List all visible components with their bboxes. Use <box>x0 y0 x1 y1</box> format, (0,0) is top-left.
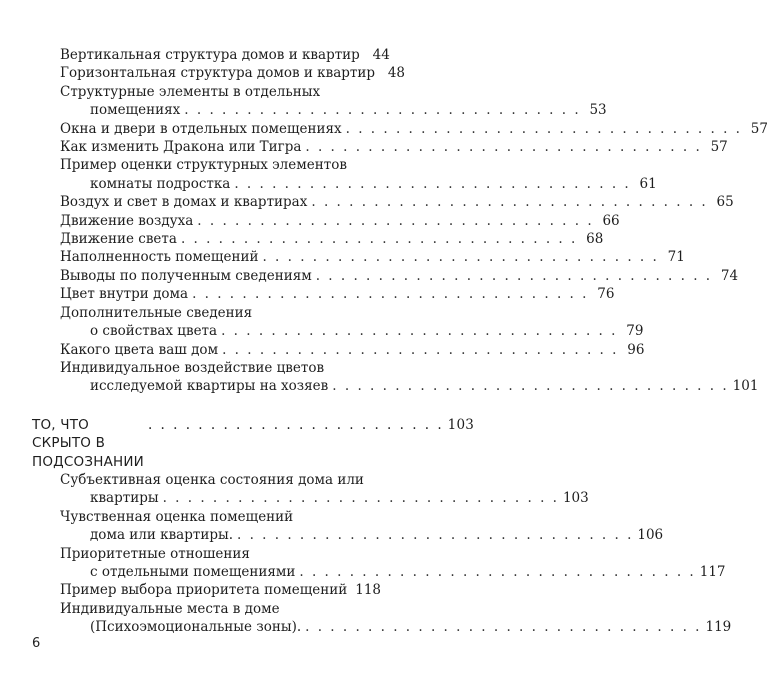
toc-page-number: 44 <box>372 47 390 63</box>
toc-page-number: 118 <box>355 582 382 599</box>
toc-entry <box>32 193 734 211</box>
toc-entry-line: Приоритетные отношения <box>60 545 250 562</box>
toc-entry <box>32 83 607 120</box>
dot-leader: . . . . . . . . . . . . . . . . . . . . . . . . . . . . . . . . <box>221 323 618 340</box>
toc-entry <box>32 46 390 64</box>
dot-leader: . . . . . . . . . . . . . . . . . . . . . . . . . . . . . . . . <box>262 249 659 266</box>
toc-page-number: 71 <box>667 249 685 266</box>
toc-entry <box>32 508 664 545</box>
toc-entry-line: Индивидуальные места в доме <box>60 600 280 617</box>
toc-entry-line: исследуемой квартиры на хозяев <box>90 378 329 395</box>
dot-leader: . . . . . . . . . . . . . . . . . . . . . . . . . . . . . . . . <box>305 139 702 156</box>
toc-entry-line: квартиры <box>90 490 159 507</box>
dot-leader: . . . . . . . . . . . . . . . . . . . . . . . . . . . . . . . . <box>237 527 634 544</box>
dot-leader: . . . . . . . . . . . . . . . . . . . . . . . . . . . . . . . . <box>299 563 696 580</box>
toc-page-number: 101 <box>732 378 759 395</box>
toc-entry <box>32 267 739 285</box>
dot-leader: . . . . . . . . . . . . . . . . . . . . . . . . . . . . . . . . <box>311 194 708 211</box>
toc-entry <box>32 212 620 230</box>
toc-entry-line: (Психоэмоциональные зоны). <box>90 619 302 636</box>
toc-entry-line: Индивидуальное воздействие цветов <box>60 359 325 376</box>
toc-entry-line: Пример оценки структурных элементов <box>60 157 347 174</box>
toc-entry-line: Чувственная оценка помещений <box>60 508 294 525</box>
toc-entry <box>32 581 382 599</box>
dot-leader: . . . . . . . . . . . . . . . . . . . . . . . . . . . . . . . . <box>222 341 619 358</box>
toc-entry-line: с отдельными помещениями <box>90 563 296 580</box>
toc-page-number: 103 <box>562 490 589 507</box>
toc-entry <box>32 138 728 156</box>
toc-entry-line: Пример выбора приоритета помещений <box>60 582 348 599</box>
toc-entry-line: Окна и двери в отдельных помещениях <box>60 120 342 137</box>
toc-entry <box>32 341 645 359</box>
dot-leader: . . . . . . . . . . . . . . . . . . . . . . . . . . . . . . . . <box>184 102 581 119</box>
toc-entry-line: комнаты подростка <box>90 175 231 192</box>
table-of-contents <box>32 46 768 637</box>
dot-leader: . . . . . . . . . . . . . . . . . . . . . . . . <box>147 416 444 433</box>
toc-entry-line: Воздух и свет в домах и квартирах <box>60 194 308 211</box>
toc-page-number: 119 <box>705 619 732 636</box>
dot-leader: . . . . . . . . . . . . . . . . . . . . . . . . . . . . . . . . <box>234 175 631 192</box>
section-title: ТО, ЧТО СКРЫТО В ПОДСОЗНАНИИ <box>32 416 144 470</box>
toc-entry-line: дома или квартиры. <box>90 527 234 544</box>
toc-page-number: 68 <box>586 231 604 248</box>
toc-entry-line: Цвет внутри дома <box>60 286 189 303</box>
toc-page-number: 65 <box>716 194 734 211</box>
toc-entry-line: Какого цвета ваш дом <box>60 341 219 358</box>
dot-leader: . . . . . . . . . . . . . . . . . . . . . . . . . . . . . . . . <box>305 619 702 636</box>
toc-entry <box>32 230 604 248</box>
toc-entry <box>32 64 406 82</box>
toc-entry <box>32 156 657 193</box>
page-folio: 6 <box>32 636 41 651</box>
toc-entry <box>32 248 685 266</box>
toc-entry <box>32 545 726 582</box>
toc-page-number: 66 <box>602 212 620 229</box>
toc-entry <box>32 120 768 138</box>
dot-leader: . . . . . . . . . . . . . . . . . . . . . . . . . . . . . . . . <box>332 378 729 395</box>
toc-page-number: 48 <box>387 65 406 82</box>
toc-page-number: 117 <box>699 563 726 580</box>
toc-entry-line: Вертикальная структура домов и квартир <box>60 47 360 63</box>
toc-group-structure <box>32 46 768 396</box>
dot-leader: . . . . . . . . . . . . . . . . . . . . . . . . . . . . . . . . <box>162 490 559 507</box>
dot-leader: . . . . . . . . . . . . . . . . . . . . . . . . . . . . . . . . <box>192 286 589 303</box>
toc-section-heading <box>32 416 475 471</box>
toc-entry-line: Движение воздуха <box>60 212 194 229</box>
toc-entry <box>32 471 589 508</box>
toc-entry-line: Горизонтальная структура домов и квартир <box>60 65 376 82</box>
toc-entry-line: Движение света <box>60 231 177 248</box>
toc-entry-line: Наполненность помещений <box>60 249 259 266</box>
toc-entry <box>32 304 644 341</box>
dot-leader: . . . . . . . . . . . . . . . . . . . . . . . . . . . . . . . . <box>345 120 742 137</box>
dot-leader: . . . . . . . . . . . . . . . . . . . . . . . . . . . . . . . . <box>315 267 713 284</box>
toc-page-number: 76 <box>597 286 615 303</box>
toc-entry-line: Выводы по полученным сведениям <box>60 267 312 284</box>
toc-page-number: 106 <box>637 527 664 544</box>
toc-page-number: 53 <box>589 102 607 119</box>
toc-entry <box>32 359 759 396</box>
toc-entry-line: Как изменить Дракона или Тигра <box>60 139 302 156</box>
toc-page-number: 57 <box>710 139 728 156</box>
dot-leader: . . . . . . . . . . . . . . . . . . . . . . . . . . . . . . . . <box>180 231 578 248</box>
toc-entry-line: Дополнительные сведения <box>60 304 253 321</box>
toc-page-number: 61 <box>639 175 657 192</box>
section-page-number: 103 <box>447 416 475 433</box>
toc-page-number: 74 <box>720 267 739 284</box>
toc-entry-line: Структурные элементы в отдельных <box>60 83 321 100</box>
toc-group-subconscious <box>32 471 732 637</box>
toc-entry-line: Субъективная оценка состояния дома или <box>60 471 364 488</box>
dot-leader: . . . . . . . . . . . . . . . . . . . . . . . . . . . . . . . . <box>197 212 594 229</box>
toc-page-number: 96 <box>627 341 645 358</box>
toc-entry-line: о свойствах цвета <box>90 323 218 340</box>
toc-page-number: 79 <box>626 323 644 340</box>
toc-entry-line: помещениях <box>90 102 181 119</box>
toc-entry <box>32 600 732 637</box>
toc-page-number: 57 <box>750 120 768 137</box>
toc-entry <box>32 285 615 303</box>
